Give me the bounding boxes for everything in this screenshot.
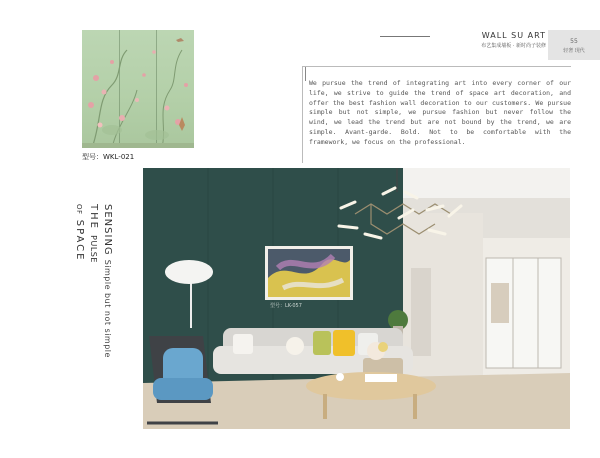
text-box-accent-bar: [305, 67, 306, 81]
painting-model-label: 型号：LK-057: [270, 303, 302, 309]
brand-subtitle: 布艺集成墙板 · 新时尚子装修: [481, 43, 546, 49]
slogan-word-of: OF: [75, 204, 83, 215]
slogan-tagline: Simple but not simple: [103, 259, 112, 358]
sample-model-label: 型号：WKL-021: [82, 153, 135, 161]
living-room-photo: [143, 168, 570, 429]
slogan-word-the: THE: [88, 204, 99, 230]
description-box: [302, 66, 571, 163]
page-tab: [548, 30, 600, 60]
brand-header: [380, 31, 546, 49]
floral-pattern-illustration: [82, 30, 194, 148]
style-tag: 轻奢 现代: [563, 48, 585, 54]
brand-title: WALL SU ART: [481, 31, 546, 40]
vertical-slogan: [74, 204, 112, 358]
wallpaper-sample-image: [82, 30, 194, 148]
description-text: We pursue the trend of integrating art into every corner of our life, we strive to guide the trend of space art decoration, and offer the best fashion wall decoration to our customers. We pursue simple but not simple, we pursue fashion but never follow the wind, we lead the trend but are not bound by the trend, we are simple. Avant-garde. Bold. Not to be comfortable with the framework, we focus on the professional.: [309, 79, 571, 146]
living-room-illustration: [143, 168, 570, 429]
slogan-word-space: SPACE: [74, 219, 85, 262]
page-number: 55: [570, 38, 578, 45]
slogan-word-sensing: SENSING: [102, 204, 113, 256]
slogan-word-pulse: PULSE: [89, 235, 98, 263]
